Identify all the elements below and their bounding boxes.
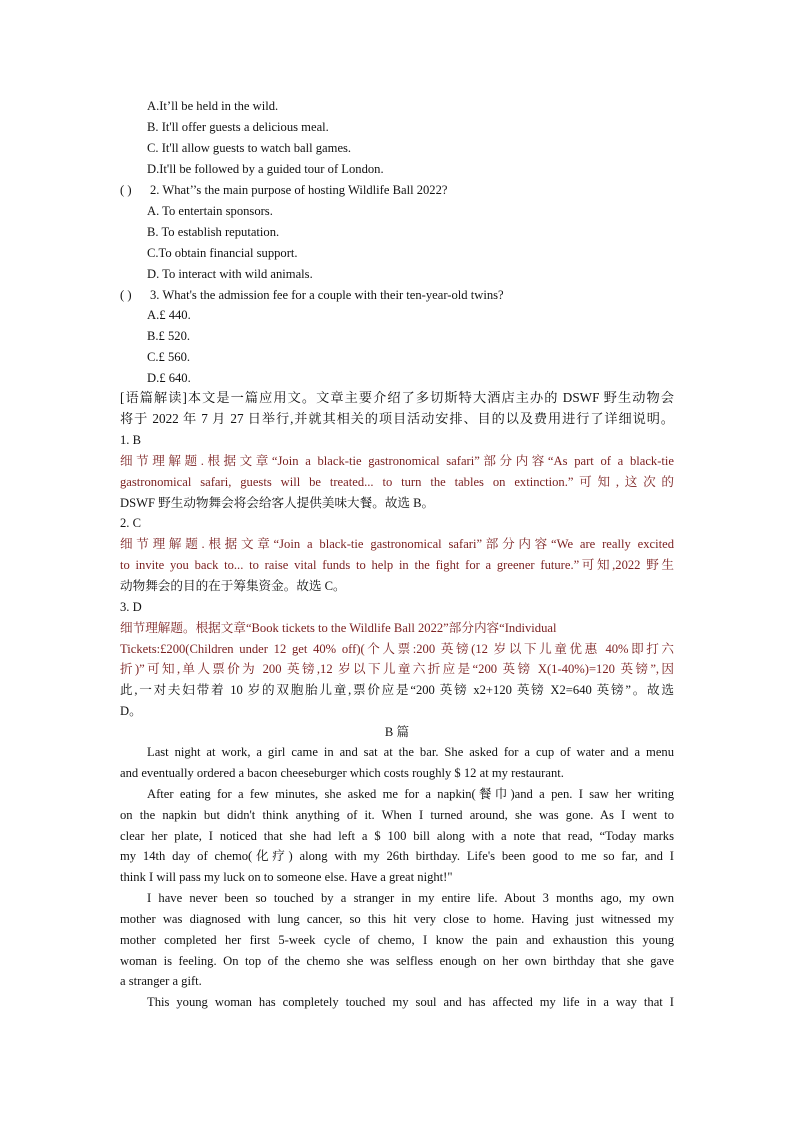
q3-stem: 3. What's the admission fee for a couple with their ten-year-old twins? [150, 288, 504, 302]
q3-option-c: C.£ 560. [147, 350, 191, 364]
passage-line-1: Last night at work, a girl came in and sat at the bar. She asked for a cup of water and a menu [147, 745, 674, 759]
q2-stem: 2. What’’s the main purpose of hosting Wildlife Ball 2022? [150, 183, 448, 197]
answer-3-line-4: 此,一对夫妇带着 10 岁的双胞胎儿童,票价应是“200 英镑 x2+120 英镑 X2=640 英镑”。故选 [120, 683, 674, 697]
answer-3-label: 3. D [120, 600, 142, 614]
q2-option-a: A. To entertain sponsors. [147, 204, 273, 218]
answer-3-line-3: 折)”可知,单人票价为 200 英镑,12 岁以下儿童六折应是“200 英镑 X(1-40%)=120 英镑”,因 [120, 662, 674, 676]
q3-answer-blank: ( ) [120, 288, 132, 302]
analysis-line-1: [语篇解读]本文是一篇应用文。文章主要介绍了多切斯特大酒店主办的 DSWF 野生动物会 [120, 390, 674, 405]
answer-2-line-1: 细节理解题.根据文章“Join a black-tie gastronomical safari”部分内容“We are really excited [120, 537, 674, 551]
passage-line-6: my 14th day of chemo(化疗) along with my 26th birthday. Life's been good to me so far, and I [120, 849, 674, 863]
answer-1-line-1: 细节理解题.根据文章“Join a black-tie gastronomical safari”部分内容“As part of a black-tie [120, 454, 674, 468]
passage-line-5: clear her plate, I noticed that she had left a $ 100 bill along with a note that read, “Today marks [120, 829, 674, 843]
passage-line-13: This young woman has completely touched my soul and has affected my life in a way that I [147, 995, 674, 1009]
q1-option-a: A.It’ll be held in the wild. [147, 99, 279, 113]
answer-1-line-2: gastronomical safari, guests will be treated... to turn the tables on extinction.”可知,这次的 [120, 475, 674, 489]
passage-line-11: woman is feeling. On top of the chemo she was selfless enough on her own birthday that she gave [120, 954, 674, 968]
passage-line-8: I have never been so touched by a stranger in my entire life. About 3 months ago, my own [147, 891, 674, 905]
answer-3-line-5: D。 [120, 704, 142, 718]
q2-option-c: C.To obtain financial support. [147, 246, 298, 260]
passage-line-4: on the napkin but didn't think anything of it. When I turned around, she was gone. As I went to [120, 808, 674, 822]
answer-2-line-2: to invite you back to... to raise vital funds to help in the fight for a greener future.”可知,2022 野生 [120, 558, 674, 572]
passage-line-7: think I will pass my luck on to someone else. Have a great night!" [120, 870, 453, 884]
passage-line-12: a stranger a gift. [120, 974, 202, 988]
q1-option-b: B. It'll offer guests a delicious meal. [147, 120, 329, 134]
q2-option-b: B. To establish reputation. [147, 225, 280, 239]
q3-option-b: B.£ 520. [147, 329, 191, 343]
answer-3-line-2: Tickets:£200(Children under 12 get 40% off)(个人票:200 英镑(12 岁以下儿童优惠 40%即打六 [120, 642, 674, 656]
answer-1-label: 1. B [120, 433, 141, 447]
q3-option-a: A.£ 440. [147, 308, 191, 322]
q1-option-d: D.It'll be followed by a guided tour of London. [147, 162, 384, 176]
q3-option-d: D.£ 640. [147, 371, 191, 385]
answer-2-label: 2. C [120, 516, 141, 530]
passage-line-3: After eating for a few minutes, she asked me for a napkin(餐巾)and a pen. I saw her writing [147, 787, 674, 801]
answer-1-line-3: DSWF 野生动物舞会将会给客人提供美味大餐。故选 B。 [120, 496, 435, 510]
q2-stem-line [120, 182, 448, 198]
passage-line-10: mother completed her first 5-week cycle of chemo, I know the pain and exhaustion this young [120, 933, 674, 947]
analysis-line-2: 将于 2022 年 7 月 27 日举行,并就其相关的项目活动安排、目的以及费用进行了详细说明。 [120, 411, 674, 426]
answer-2-line-3: 动物舞会的目的在于筹集资金。故选 C。 [120, 579, 346, 593]
q2-answer-blank: ( ) [120, 183, 132, 197]
q1-option-c: C. It'll allow guests to watch ball games. [147, 141, 352, 155]
passage-line-9: mother was diagnosed with lung cancer, so this hit very close to home. Having just witnessed my [120, 912, 674, 926]
section-b-heading: B 篇 [384, 725, 410, 739]
answer-3-line-1: 细节理解题。根据文章“Book tickets to the Wildlife Ball 2022”部分内容“Individual [120, 621, 557, 635]
passage-line-2: and eventually ordered a bacon cheeseburger which costs roughly $ 12 at my restaurant. [120, 766, 564, 780]
q2-option-d: D. To interact with wild animals. [147, 267, 313, 281]
q3-stem-line [120, 287, 504, 303]
